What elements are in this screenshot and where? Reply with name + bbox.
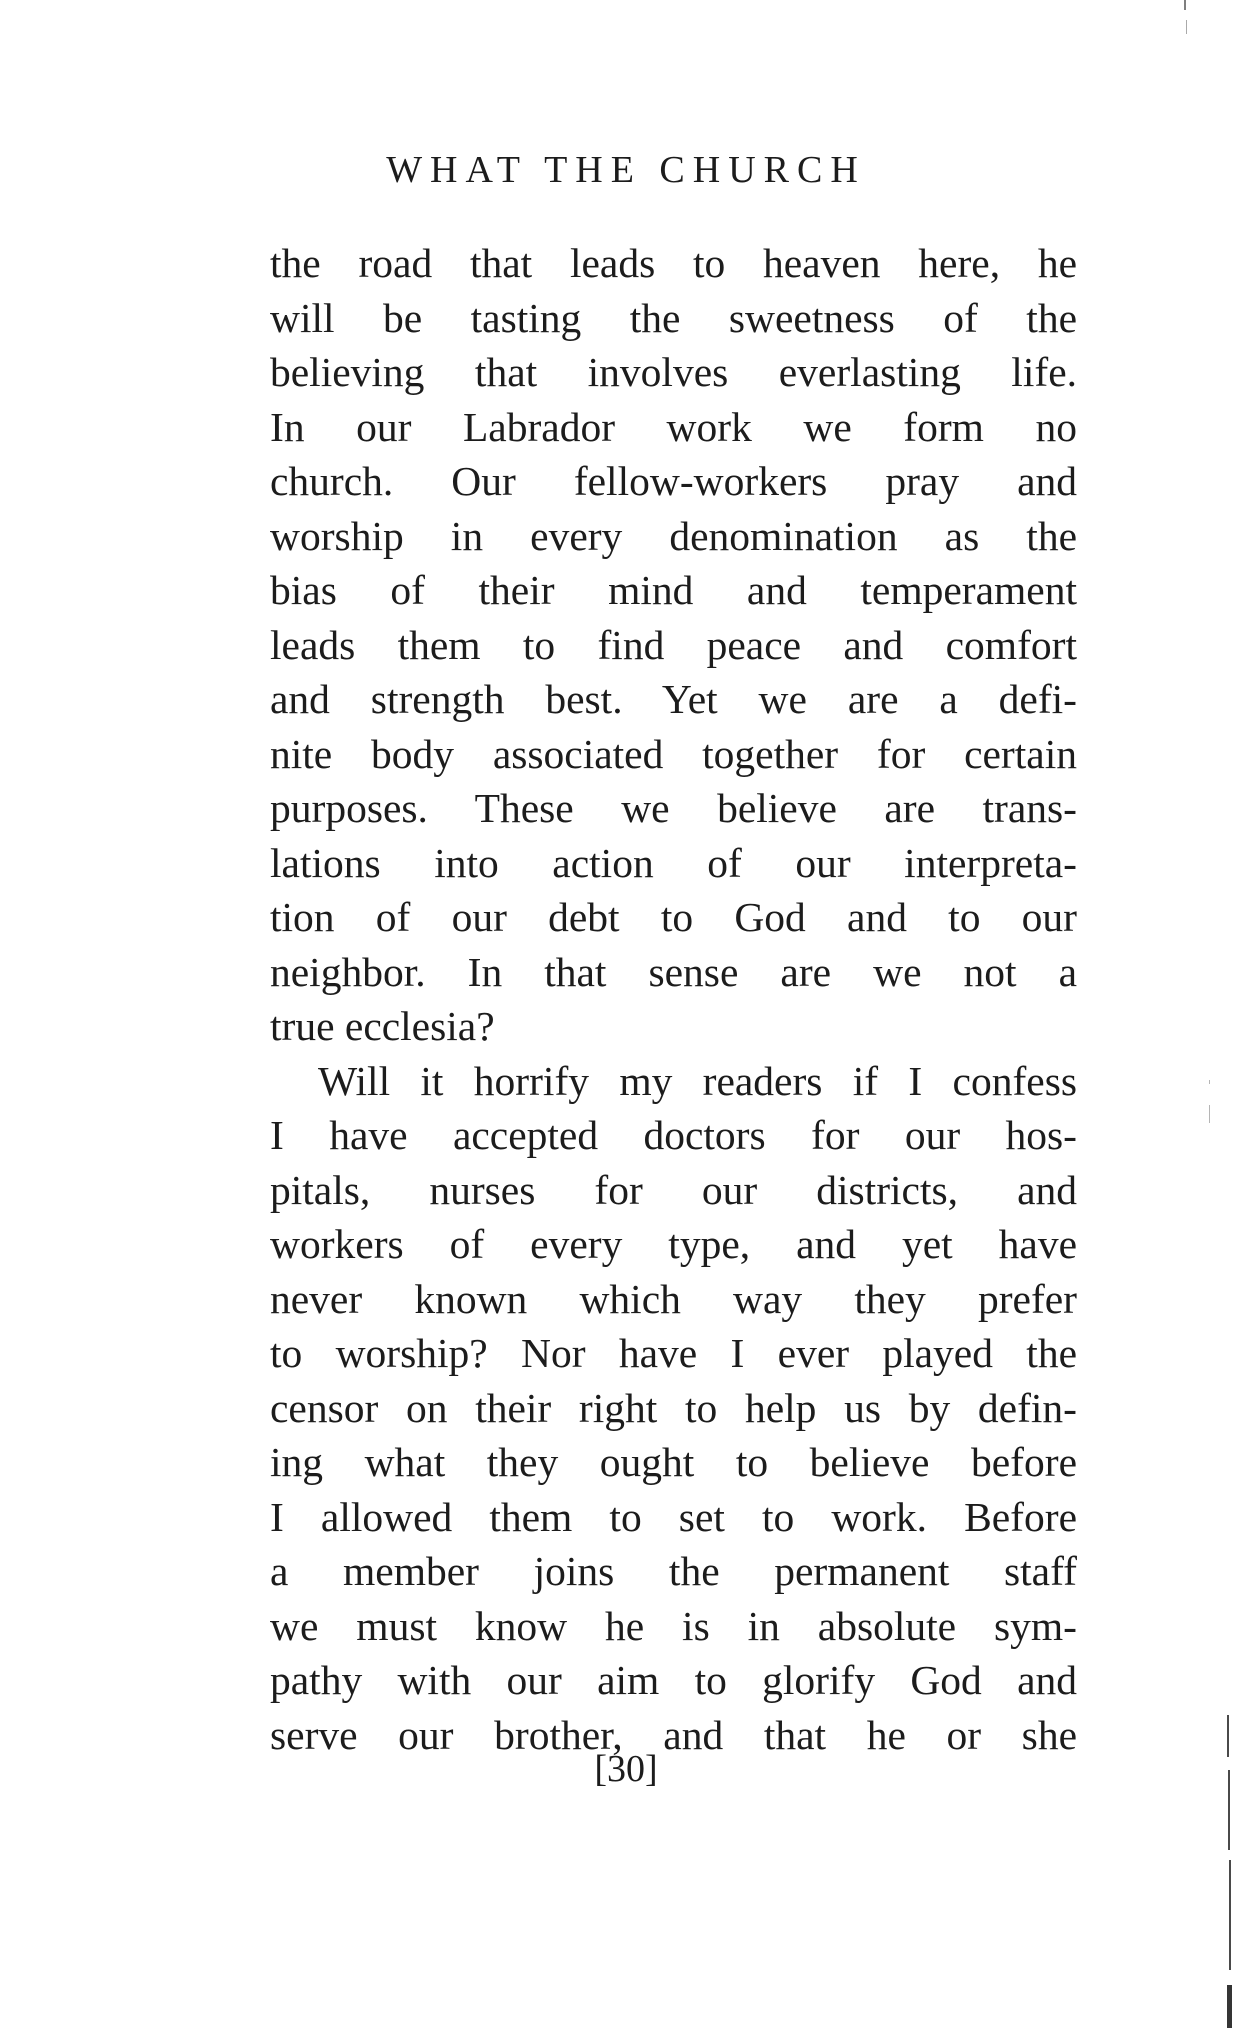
- text-line: worship in every denomination as the: [270, 512, 1077, 559]
- text-line: never known which way they prefer: [270, 1275, 1077, 1322]
- text-line: pitals, nurses for our districts, and: [270, 1166, 1077, 1213]
- text-line: I have accepted doctors for our hos-: [270, 1112, 1077, 1158]
- running-head: WHAT THE CHURCH: [386, 149, 866, 191]
- text-line: and strength best. Yet we are a defi-: [270, 676, 1077, 722]
- body-text: [270, 236, 1077, 1762]
- scan-mark: [1209, 1080, 1210, 1084]
- scan-mark: [1228, 1770, 1230, 1850]
- text-line: nite body associated together for certain: [270, 730, 1077, 777]
- text-line: a member joins the permanent staff: [270, 1548, 1077, 1594]
- paragraph-end-line: true ecclesia?: [270, 1003, 495, 1049]
- text-line: In our Labrador work we form no: [270, 403, 1077, 450]
- text-line: will be tasting the sweetness of the: [270, 294, 1077, 341]
- text-line: purposes. These we believe are trans-: [270, 785, 1077, 831]
- text-line: leads them to find peace and comfort: [270, 621, 1077, 668]
- text-line: neighbor. In that sense are we not a: [270, 948, 1077, 995]
- text-line: bias of their mind and temperament: [270, 567, 1077, 613]
- text-line: church. Our fellow-workers pray and: [270, 458, 1077, 504]
- scan-mark: [1184, 0, 1186, 10]
- text-line: to worship? Nor have I ever played the: [270, 1330, 1077, 1376]
- text-line: serve our brother, and that he or she: [270, 1711, 1077, 1758]
- text-line: we must know he is in absolute sym-: [270, 1602, 1077, 1649]
- scan-mark: [1227, 1715, 1229, 1757]
- text-line: I allowed them to set to work. Before: [270, 1493, 1077, 1540]
- paragraph-start-line: Will it horrify my readers if I confess: [318, 1057, 1077, 1104]
- text-line: believing that involves everlasting life.: [270, 349, 1077, 395]
- scan-mark: [1186, 20, 1187, 34]
- text-line: censor on their right to help us by defin-: [270, 1384, 1077, 1431]
- scan-mark: [1209, 1105, 1210, 1123]
- page-number: [30]: [594, 1748, 658, 1790]
- scan-mark: [1229, 1860, 1231, 1970]
- text-line: workers of every type, and yet have: [270, 1221, 1077, 1267]
- text-line: lations into action of our interpreta-: [270, 839, 1077, 886]
- scan-mark: [1227, 1985, 1232, 2028]
- text-line: tion of our debt to God and to our: [270, 894, 1077, 940]
- text-line: the road that leads to heaven here, he: [270, 240, 1077, 286]
- text-line: ing what they ought to believe before: [270, 1439, 1077, 1485]
- text-line: pathy with our aim to glorify God and: [270, 1657, 1077, 1703]
